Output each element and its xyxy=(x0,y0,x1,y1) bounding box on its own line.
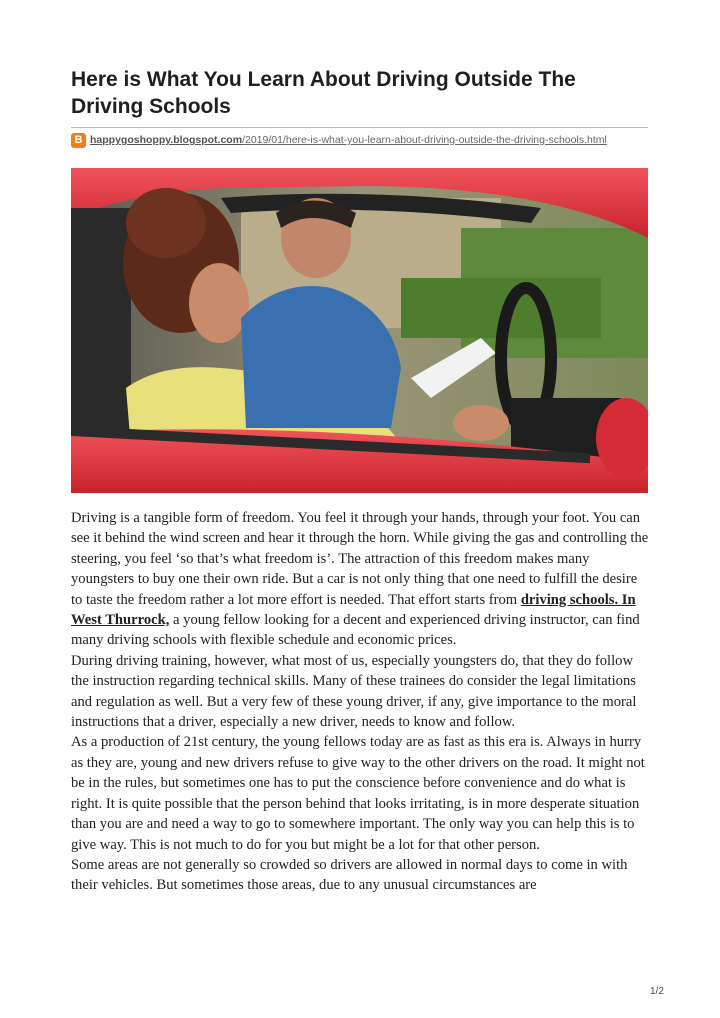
article-body xyxy=(71,508,651,896)
photo-illustration xyxy=(71,168,648,493)
page-title: Here is What You Learn About Driving Outside The Driving Schools xyxy=(71,68,576,118)
paragraph-4: Some areas are not generally so crowded so drivers are allowed in normal days to come in with their vehicles. But sometimes those areas, due to any unusual circumstances are xyxy=(71,856,628,894)
paragraph-1-end: a young fellow looking for a decent and experienced driving instructor, can find many driving schools with flexible schedule and economic prices. xyxy=(71,612,640,649)
page-number: 1/2 xyxy=(650,986,664,997)
paragraph-1-start: Driving is a tangible form of freedom. You feel it through your hands, through your foot. You can see it behind the wind screen and hear it through the horn. While giving the gas and controlling the steering, you feel ‘so that’s what freedom is’. The attraction of this freedom makes many youngsters to buy one their own ride. But a car is not only thing that one need to fulfill the desire to taste the freedom rather a lot more effort is needed. That effort starts from xyxy=(71,510,649,608)
source-url[interactable] xyxy=(90,134,607,146)
source-line xyxy=(71,131,607,149)
source-path[interactable]: /2019/01/here-is-what-you-learn-about-driving-outside-the-driving-schools.html xyxy=(242,134,607,146)
paragraph-1 xyxy=(71,508,651,651)
driving-schools-link[interactable]: driving schools. In West Thurrock, xyxy=(71,591,636,629)
paragraph-2: During driving training, however, what most of us, especially youngsters do, that they do follow the instruction regarding technical skills. Many of these trainees do consider the legal limitations and regulation as well. But a very few of these young driver, if any, give importance to the moral instructions that a driver, especially a new driver, needs to know and follow. xyxy=(71,652,637,731)
blogger-icon: B xyxy=(71,133,86,148)
title-divider xyxy=(71,127,648,128)
article-photo xyxy=(71,168,648,493)
source-domain[interactable]: happygoshoppy.blogspot.com xyxy=(90,134,243,146)
paragraph-3: As a production of 21st century, the young fellows today are as fast as this era is. Always in hurry as they are, young and new drivers refuse to give way to the other drivers on the road. It might not be in the rules, but sometimes one has to put the conscience before convenience and do what is right. It is quite possible that the person behind that looks irritating, is in more desperate situation than you are and need a way to go to somewhere important. The only way you can help this is to give way. This is not much to do for you but might be a lot for that other person. xyxy=(71,734,645,853)
